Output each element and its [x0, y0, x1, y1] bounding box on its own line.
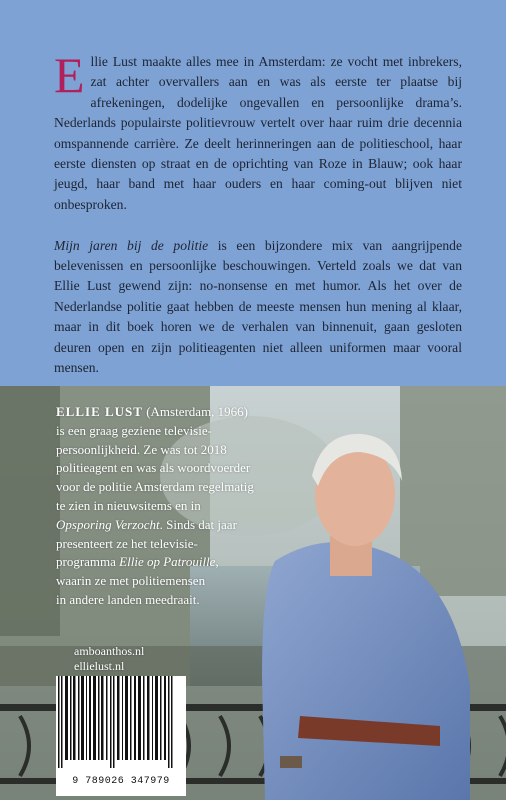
- bio-line-8: presenteert ze het televisie-: [56, 535, 198, 551]
- website-links: [74, 644, 144, 674]
- isbn-barcode: [56, 676, 186, 796]
- bio-birth: (Amsterdam, 1966): [142, 404, 249, 419]
- book-title-italic: Mijn jaren bij de politie: [54, 237, 209, 253]
- bio-line-11: in andere landen meedraait.: [56, 591, 200, 607]
- bio-line-5: voor de politie Amsterdam regelmatig: [56, 479, 254, 495]
- author-bio: [56, 403, 280, 610]
- blurb-paragraph-1-text: llie Lust maakte alles mee in Amsterdam: ze vocht met inbrekers, zat achter overvallers aan en was als eerste ter plaatse bij afrekeningen, dodelijke ongevallen en persoonlijke drama’s. Nederlands populairste politievrouw vertelt over haar ruim drie decennia omspannende carrière. Ze deelt herinneringen aan de politieschool, haar eerste diensten op straat en de oprichting van Roze in Blauw; ook haar jeugd, haar band met haar ouders en haar coming-out blijven niet onbesproken.: [54, 54, 462, 212]
- bio-line-2: is een graag geziene televisie-: [56, 422, 212, 438]
- bio-line-9: [56, 553, 280, 572]
- bio-line-3: persoonlijkheid. Ze was tot 2018: [56, 441, 227, 457]
- left-building: [0, 386, 60, 636]
- drop-cap: E: [54, 47, 85, 103]
- right-trees: [400, 386, 506, 596]
- publisher-link[interactable]: amboanthos.nl: [74, 644, 145, 658]
- bio-line-10: waarin ze met politiemensen: [56, 573, 206, 589]
- author-photo-section: [0, 386, 506, 800]
- author-name: ELLIE LUST: [56, 404, 143, 419]
- blurb-panel: [0, 0, 506, 386]
- bio-line-9-punct: ,: [215, 554, 219, 570]
- bio-line-1: [56, 403, 280, 422]
- author-site-link[interactable]: ellielust.nl: [74, 659, 125, 673]
- bio-line-7-text: . Sinds dat jaar: [159, 516, 237, 532]
- barcode-bars: [56, 676, 174, 768]
- bio-line-7: [56, 516, 280, 535]
- blurb-paragraph-1: [54, 47, 462, 215]
- show-title-patrouille: Ellie op Patrouille: [119, 554, 216, 570]
- bio-line-6: te zien in nieuwsitems en in: [56, 497, 201, 513]
- blurb-text: [54, 47, 462, 378]
- bio-line-9-text: programma: [56, 554, 120, 570]
- blurb-paragraph-2: [54, 236, 462, 379]
- isbn-number: 9 789026 347979: [72, 776, 170, 787]
- blurb-paragraph-2-text: is een bijzondere mix van aangrijpende belevenissen en persoonlijke beschouwingen. Verteld zoals we dat van Ellie Lust gewend zijn: no-nonsense en met humor. Als het over de Nederlandse politie gaat hebben de meeste mensen hun mening al klaar, maar in dit boek horen we de verhalen van binnenuit, gaan gesloten deuren open en zijn politieagenten niet alleen uniformen maar vooral mensen.: [54, 237, 462, 376]
- bio-line-4: politieagent en was als woordvoerder: [56, 460, 251, 476]
- show-title-opsporing: Opsporing Verzocht: [56, 516, 160, 532]
